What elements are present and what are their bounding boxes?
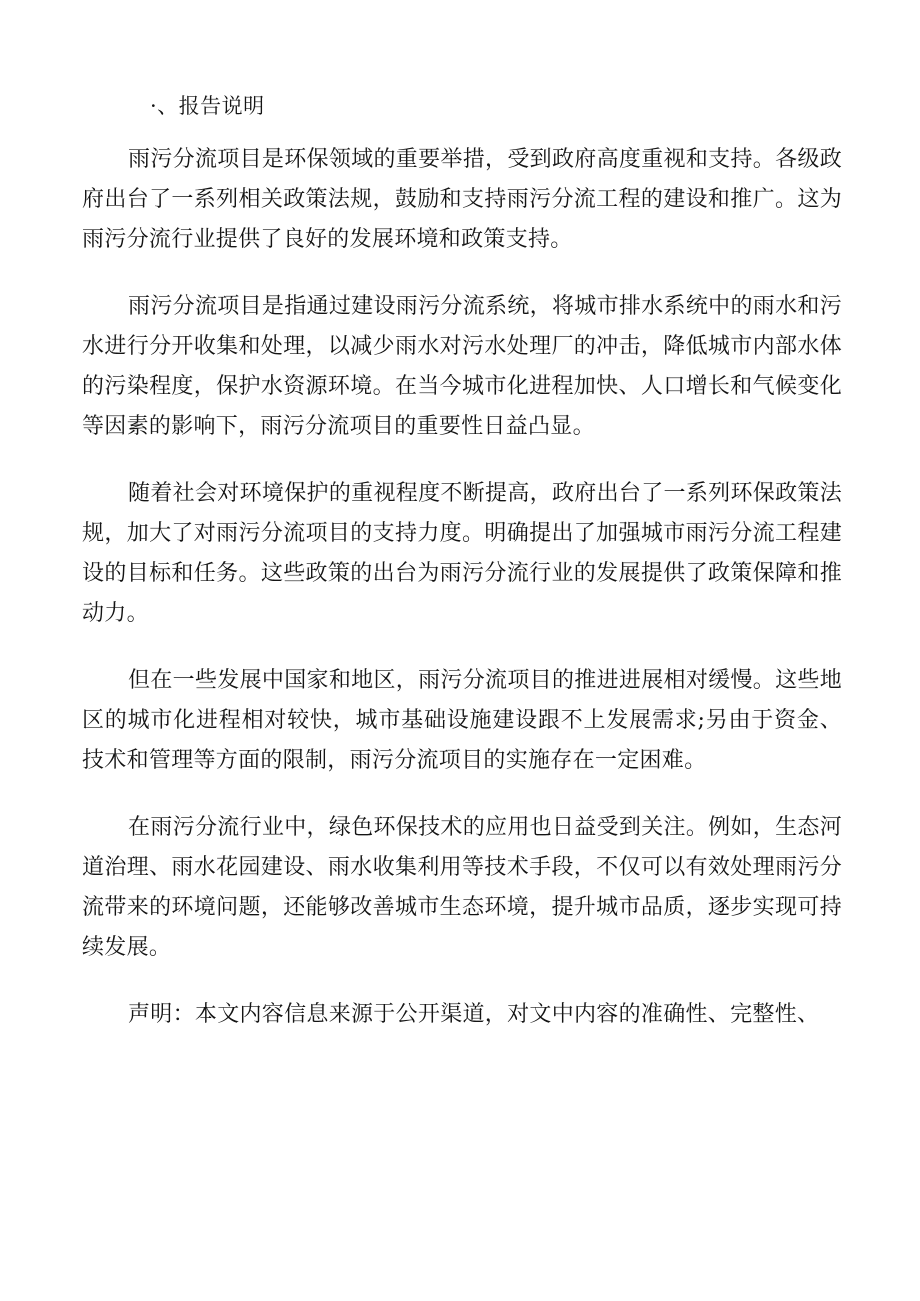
paragraph-developing-regions: 但在一些发展中国家和地区，雨污分流项目的推进进展相对缓慢。这些地区的城市化进程相对较快，城市基础设施建设跟不上发展需求;另由于资金、技术和管理等方面的限制，雨污分流项目的实施存在一定困难。 <box>82 668 842 773</box>
paragraph-project-definition: 雨污分流项目是指通过建设雨污分流系统，将城市排水系统中的雨水和污水进行分开收集和处理，以减少雨水对污水处理厂的冲击，降低城市内部水体的污染程度，保护水资源环境。在当今城市化进程加快、人口增长和气候变化等因素的影响下，雨污分流项目的重要性日益凸显。 <box>82 294 842 439</box>
body-text <box>82 140 842 1035</box>
paragraph-government-policy: 随着社会对环境保护的重视程度不断提高，政府出台了一系列环保政策法规，加大了对雨污分流项目的支持力度。明确提出了加强城市雨污分流工程建设的目标和任务。这些政策的出台为雨污分流行业的发展提供了政策保障和推动力。 <box>82 481 842 626</box>
paragraph-green-technology: 在雨污分流行业中，绿色环保技术的应用也日益受到关注。例如，生态河道治理、雨水花园建设、雨水收集利用等技术手段，不仅可以有效处理雨污分流带来的环境问题，还能够改善城市生态环境，提升城市品质，逐步实现可持续发展。 <box>82 815 842 960</box>
section-heading: ·、报告说明 <box>150 94 265 118</box>
paragraph-policy-support: 雨污分流项目是环保领域的重要举措，受到政府高度重视和支持。各级政府出台了一系列相关政策法规，鼓励和支持雨污分流工程的建设和推广。这为雨污分流行业提供了良好的发展环境和政策支持。 <box>82 147 842 252</box>
paragraph-disclaimer: 声明：本文内容信息来源于公开渠道，对文中内容的准确性、完整性、 <box>128 1002 820 1027</box>
